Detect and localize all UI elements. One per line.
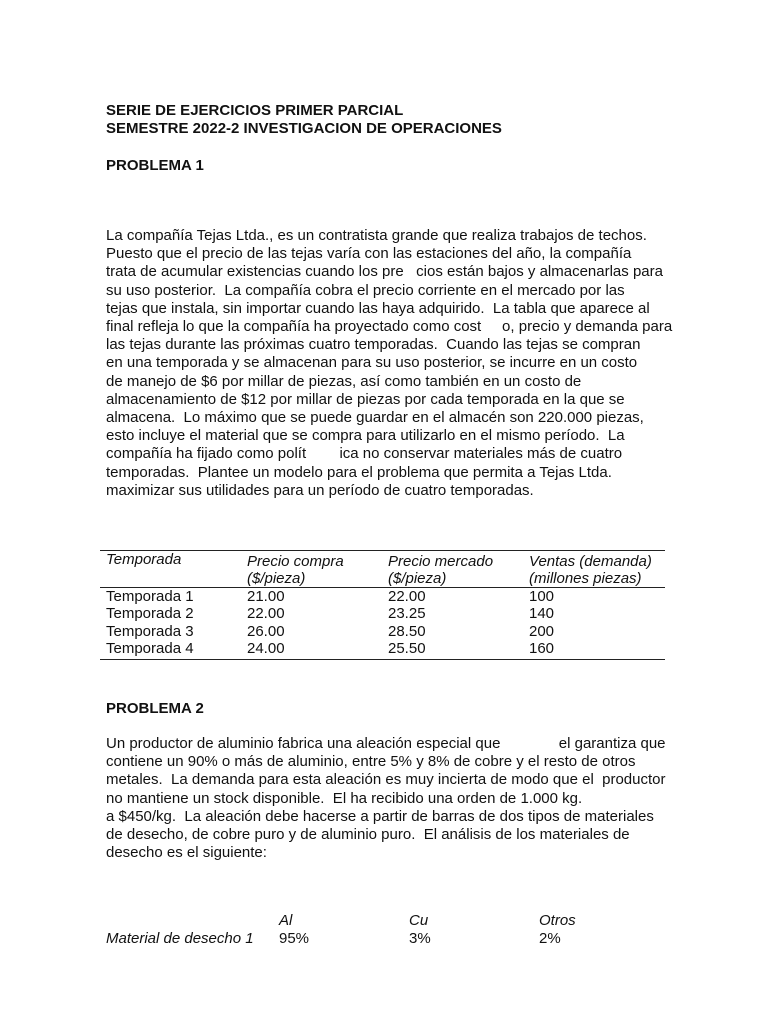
paragraph-line: almacenamiento de $12 por millar de piezas por cada temporada en la que se	[106, 390, 625, 408]
table-cell: 25.50	[388, 640, 426, 657]
table-cell: Material de desecho 1	[106, 930, 254, 947]
paragraph-line: compañía ha fijado como polít ica no conservar materiales más de cuatro	[106, 445, 623, 463]
paragraph-line: tejas que instala, sin importar cuando las haya adquirido. La tabla que aparece al	[106, 299, 650, 317]
table-cell: 22.00	[247, 605, 285, 622]
paragraph-line: final refleja lo que la compañía ha proyectado como cost o, precio y demanda para	[106, 318, 673, 336]
paragraph-line: metales. La demanda para esta aleación es muy incierta de modo que el productor	[106, 771, 666, 789]
paragraph-line: esto incluye el material que se compra para utilizarlo en el mismo período. La	[106, 427, 625, 445]
table-header-market-price: Precio mercado	[388, 553, 494, 570]
paragraph-line: de desecho, de cobre puro y de aluminio puro. El análisis de los materiales de	[106, 826, 630, 844]
table-header-cu: Cu	[409, 912, 429, 929]
table-cell: Temporada 4	[106, 640, 194, 657]
paragraph-line: contiene un 90% o más de aluminio, entre 5% y 8% de cobre y el resto de otros	[106, 753, 636, 771]
problem-2-statement	[106, 735, 666, 862]
problem-2-title: PROBLEMA 2	[106, 700, 204, 717]
paragraph-line: su uso posterior. La compañía cobra el precio corriente en el mercado por las	[106, 281, 625, 299]
table-cell: 140	[529, 605, 555, 622]
table-cell: Temporada 1	[106, 588, 194, 605]
table-header-purchase-price-unit: ($/pieza)	[247, 570, 306, 587]
paragraph-line: de manejo de $6 por millar de piezas, así como también en un costo de	[106, 372, 582, 390]
paragraph-line: en una temporada y se almacenan para su uso posterior, se incurre en un costo	[106, 354, 638, 372]
table-cell: 95%	[279, 930, 310, 947]
table-bottom-rule	[100, 659, 665, 660]
table-header-purchase-price: Precio compra	[247, 553, 344, 570]
table-header-al: Al	[279, 912, 293, 929]
table-cell: 21.00	[247, 588, 285, 605]
problem-1-title: PROBLEMA 1	[106, 157, 204, 174]
table-cell: Temporada 2	[106, 605, 194, 622]
table-cell: 22.00	[388, 588, 426, 605]
paragraph-line: Un productor de aluminio fabrica una aleación especial que el garantiza que	[106, 735, 666, 752]
paragraph-line: a $450/kg. La aleación debe hacerse a partir de barras de dos tipos de materiales	[106, 807, 654, 825]
paragraph-line: desecho es el siguiente:	[106, 844, 267, 862]
table-cell: 200	[529, 623, 555, 640]
paragraph-line: no mantiene un stock disponible. El ha recibido una orden de 1.000 kg.	[106, 789, 583, 807]
table-cell: 24.00	[247, 640, 285, 657]
document-title-line-2: SEMESTRE 2022-2 INVESTIGACION DE OPERACIONES	[106, 120, 502, 137]
table-cell: 160	[529, 640, 555, 657]
paragraph-line: las tejas durante las próximas cuatro temporadas. Cuando las tejas se compran	[106, 336, 641, 354]
table-header-season: Temporada	[106, 551, 182, 568]
table-header-others: Otros	[539, 912, 576, 929]
paragraph-line: temporadas. Plantee un modelo para el problema que permita a Tejas Ltda.	[106, 463, 612, 481]
paragraph-line: trata de acumular existencias cuando los pre cios están bajos y almacenarlas para	[106, 263, 663, 281]
paragraph-line: maximizar sus utilidades para un período de cuatro temporadas.	[106, 481, 534, 499]
table-cell: 3%	[409, 930, 431, 947]
paragraph-line: Puesto que el precio de las tejas varía con las estaciones del año, la compañía	[106, 245, 632, 263]
table-header-sales: Ventas (demanda)	[529, 553, 652, 570]
table-top-rule	[100, 550, 665, 551]
table-header-market-price-unit: ($/pieza)	[388, 570, 447, 587]
table-header-sales-unit: (millones piezas)	[529, 570, 642, 587]
table-cell: Temporada 3	[106, 623, 194, 640]
document-title-line-1: SERIE DE EJERCICIOS PRIMER PARCIAL	[106, 102, 404, 119]
problem-1-statement	[106, 227, 672, 500]
paragraph-line: La compañía Tejas Ltda., es un contratista grande que realiza trabajos de techos.	[106, 227, 647, 244]
table-cell: 23.25	[388, 605, 426, 622]
table-cell: 2%	[539, 930, 561, 947]
table-cell: 26.00	[247, 623, 285, 640]
table-cell: 100	[529, 588, 555, 605]
table-cell: 28.50	[388, 623, 426, 640]
paragraph-line: almacena. Lo máximo que se puede guardar en el almacén son 220.000 piezas,	[106, 409, 644, 427]
